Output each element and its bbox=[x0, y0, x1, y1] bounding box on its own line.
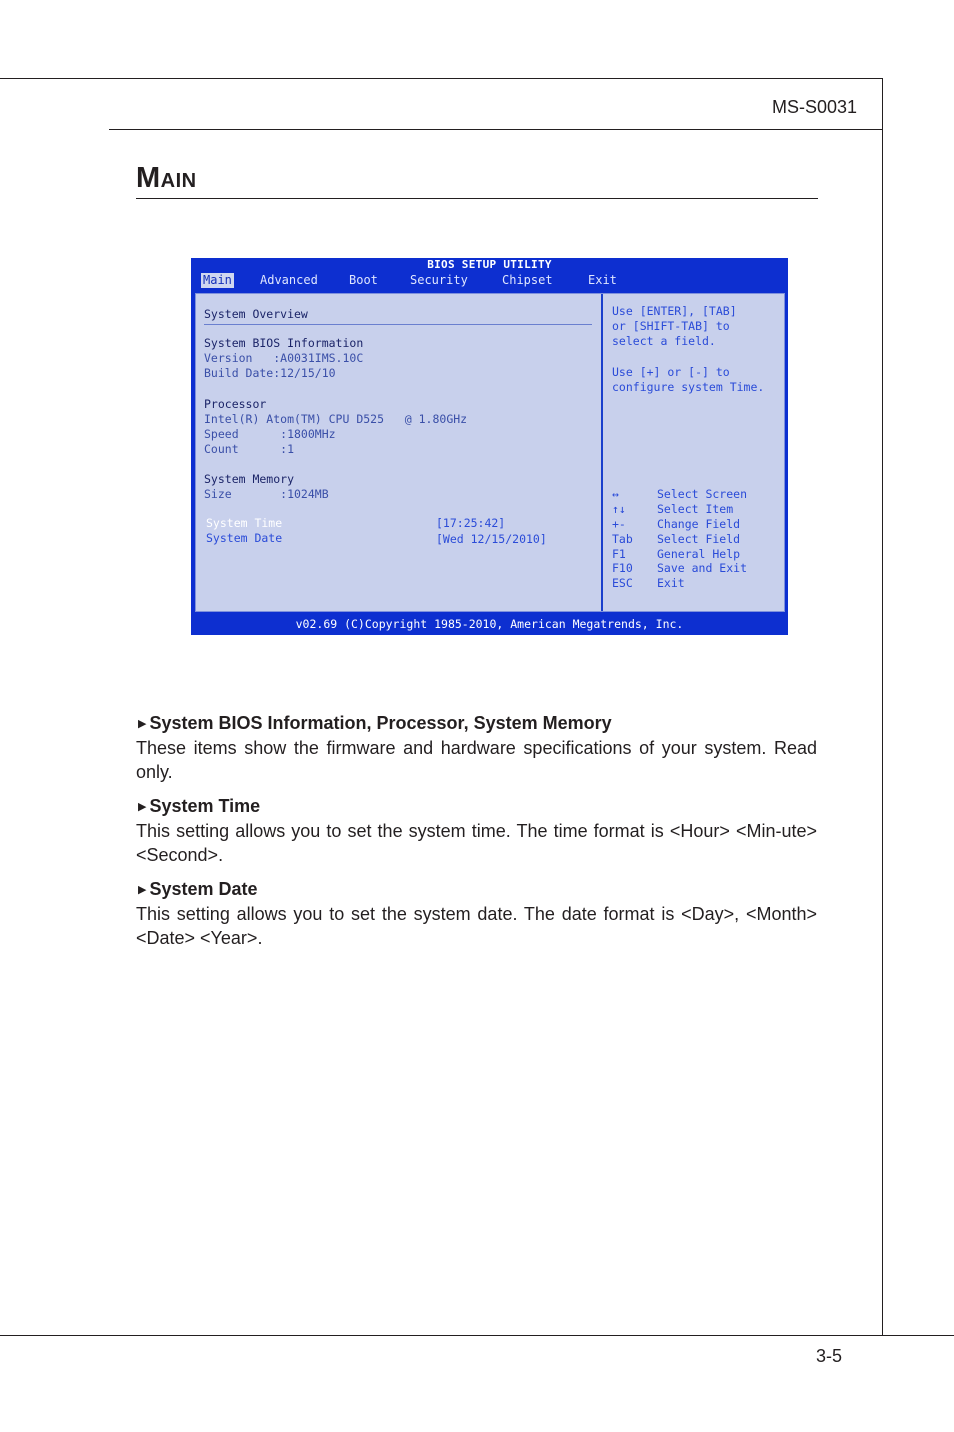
bios-help-line: Use [+] or [-] to bbox=[612, 365, 730, 379]
bios-panel-divider bbox=[601, 294, 603, 611]
bios-system-date-value[interactable]: [Wed 12/15/2010] bbox=[436, 532, 547, 546]
header-rule bbox=[109, 129, 883, 130]
bios-main-panel bbox=[195, 293, 785, 612]
bios-speed: Speed :1800MHz bbox=[204, 427, 336, 441]
bios-tab-security[interactable]: Security bbox=[410, 273, 468, 287]
bios-key: ↔ bbox=[612, 487, 619, 501]
bios-count: Count :1 bbox=[204, 442, 295, 456]
bios-key-desc: Exit bbox=[657, 576, 685, 590]
bottom-rule bbox=[0, 1335, 954, 1336]
triangle-bullet-icon: ▶ bbox=[138, 801, 147, 813]
model-number: MS-S0031 bbox=[771, 97, 857, 117]
triangle-bullet-icon: ▶ bbox=[138, 884, 147, 896]
page-number: 3-5 bbox=[816, 1346, 843, 1366]
right-rule bbox=[882, 78, 883, 1336]
section-heading-text: System BIOS Information, Processor, System Memory bbox=[149, 713, 612, 733]
bios-screenshot bbox=[191, 258, 788, 635]
bios-copyright-footer: v02.69 (C)Copyright 1985-2010, American Megatrends, Inc. bbox=[295, 617, 684, 631]
bios-key-desc: Change Field bbox=[657, 517, 741, 531]
bios-tab-bar bbox=[191, 271, 788, 291]
bios-key: ↑↓ bbox=[612, 502, 626, 516]
bios-build-date: Build Date:12/15/10 bbox=[204, 366, 336, 380]
bios-help-line: select a field. bbox=[612, 334, 716, 348]
bios-key-desc: Select Screen bbox=[657, 487, 748, 501]
bios-tab-exit[interactable]: Exit bbox=[588, 273, 617, 287]
bios-memory-size: Size :1024MB bbox=[204, 487, 329, 501]
section-title: Main bbox=[136, 162, 197, 194]
bios-processor-label: Processor bbox=[204, 397, 267, 411]
section-heading bbox=[138, 878, 258, 901]
bios-memory-label: System Memory bbox=[204, 472, 295, 486]
bios-key: F1 bbox=[612, 547, 626, 561]
bios-version: Version :A0031IMS.10C bbox=[204, 351, 364, 365]
section-heading-text: System Date bbox=[149, 879, 258, 899]
bios-tab-main[interactable]: Main bbox=[203, 273, 232, 287]
bios-tab-chipset[interactable]: Chipset bbox=[502, 273, 553, 287]
bios-key-desc: Select Field bbox=[657, 532, 741, 546]
bios-key-desc: Save and Exit bbox=[657, 561, 748, 575]
bios-help-line: configure system Time. bbox=[612, 380, 765, 394]
bios-overview-rule bbox=[204, 324, 592, 325]
title-underline bbox=[136, 198, 818, 199]
section-body: These items show the firmware and hardware specifications of your system. Read only. bbox=[136, 738, 817, 782]
bios-key: +- bbox=[612, 517, 626, 531]
section-heading bbox=[138, 795, 260, 818]
bios-key-desc: Select Item bbox=[657, 502, 734, 516]
bios-tab-advanced[interactable]: Advanced bbox=[260, 273, 318, 287]
bios-tab-boot[interactable]: Boot bbox=[349, 273, 378, 287]
top-rule bbox=[0, 78, 883, 79]
bios-info-label: System BIOS Information bbox=[204, 336, 364, 350]
bios-key: F10 bbox=[612, 561, 633, 575]
bios-cpu: Intel(R) Atom(TM) CPU D525 @ 1.80GHz bbox=[204, 412, 468, 426]
bios-key: Tab bbox=[612, 532, 633, 546]
section-heading bbox=[138, 712, 612, 735]
bios-title: BIOS SETUP UTILITY bbox=[427, 258, 552, 271]
bios-system-time-label[interactable]: System Time bbox=[206, 516, 283, 530]
bios-key: ESC bbox=[612, 576, 633, 590]
section-body: This setting allows you to set the system time. The time format is <Hour> <Min-ute> <Second>. bbox=[136, 821, 817, 865]
bios-help-line: Use [ENTER], [TAB] bbox=[612, 304, 737, 318]
bios-system-date-label[interactable]: System Date bbox=[206, 531, 283, 545]
bios-overview-label: System Overview bbox=[204, 307, 308, 321]
bios-help-line: or [SHIFT-TAB] to bbox=[612, 319, 730, 333]
bios-key-desc: General Help bbox=[657, 547, 741, 561]
bios-system-time-value[interactable]: [17:25:42] bbox=[436, 516, 506, 530]
triangle-bullet-icon: ▶ bbox=[138, 718, 147, 730]
section-body: This setting allows you to set the system date. The date format is <Day>, <Month> <Date> <Year>. bbox=[136, 904, 817, 948]
section-heading-text: System Time bbox=[149, 796, 261, 816]
